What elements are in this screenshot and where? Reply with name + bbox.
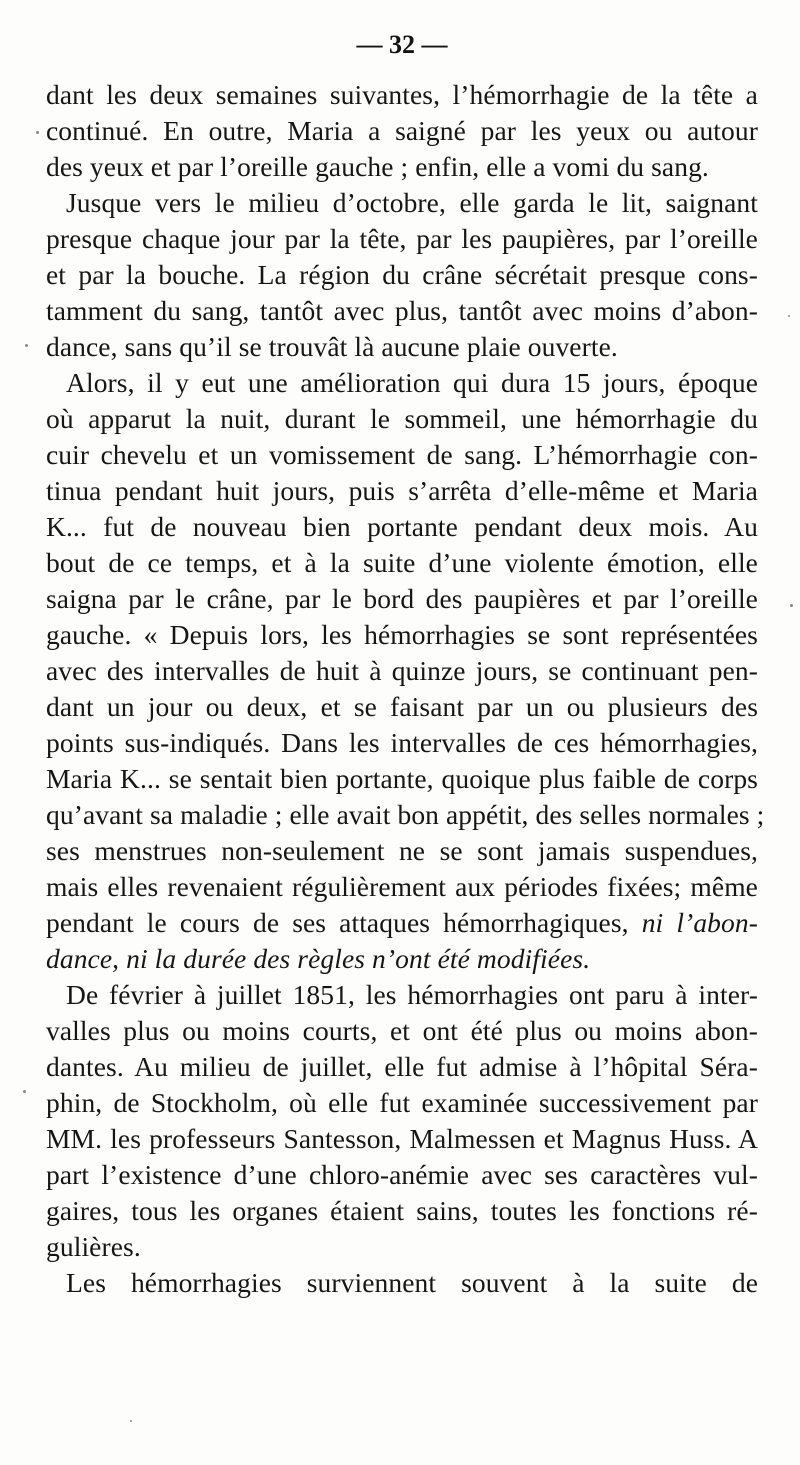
text-line: des yeux et par l’oreille gauche ; enfin, elle a vomi du sang.: [46, 151, 709, 182]
text-line: dance, sans qu’il se trouvât là aucune plaie ouverte.: [46, 331, 618, 362]
text-line: gauche. « Depuis lors, les hémorrhagies se sont représentées: [46, 619, 758, 650]
text-line: Les hémorrhagies surviennent souvent à la suite de: [66, 1267, 758, 1298]
text-line: [46, 941, 758, 977]
text-line: qu’avant sa maladie ; elle avait bon appétit, des selles normales ;: [46, 799, 765, 830]
scan-speck: [25, 344, 28, 347]
text-line: dantes. Au milieu de juillet, elle fut admise à l’hôpital Séra-: [46, 1051, 758, 1082]
text-line: où apparut la nuit, durant le sommeil, une hémorrhagie du: [46, 403, 758, 434]
text-line: phin, de Stockholm, où elle fut examinée successivement par: [46, 1087, 758, 1118]
text-line: presque chaque jour par la tête, par les paupières, par l’oreille: [46, 223, 758, 254]
scan-speck: [36, 131, 39, 134]
text-line: points sus-indiqués. Dans les intervalles de ces hémorrhagies,: [46, 727, 758, 758]
text-line: MM. les professeurs Santesson, Malmessen et Magnus Huss. A: [46, 1123, 758, 1154]
text-line: gaires, tous les organes étaient sains, toutes les fonctions ré-: [46, 1195, 758, 1226]
text-line: saigna par le crâne, par le bord des paupières et par l’oreille: [46, 583, 758, 614]
text-line: Maria K... se sentait bien portante, quoique plus faible de corps: [46, 763, 758, 794]
text-line: tamment du sang, tantôt avec plus, tantôt avec moins d’abon-: [46, 295, 758, 326]
text-line: Alors, il y eut une amélioration qui dura 15 jours, époque: [66, 367, 758, 398]
text-line: Jusque vers le milieu d’octobre, elle garda le lit, saignant: [66, 187, 758, 218]
text-line: cuir chevelu et un vomissement de sang. L’hémorrhagie con-: [46, 439, 758, 470]
text-line: dant un jour ou deux, et se faisant par un ou plusieurs des: [46, 691, 758, 722]
text-line: tinua pendant huit jours, puis s’arrêta d’elle-même et Maria: [46, 475, 758, 506]
scan-speck: [23, 1090, 26, 1093]
text-line: gulières.: [46, 1231, 141, 1262]
text-line: part l’existence d’une chloro-anémie avec ses caractères vul-: [46, 1159, 758, 1190]
text-line: mais elles revenaient régulièrement aux périodes fixées; même: [46, 871, 758, 902]
text-line: valles plus ou moins courts, et ont été plus ou moins abon-: [46, 1015, 758, 1046]
scan-speck: [788, 315, 790, 317]
text-line: et par la bouche. La région du crâne sécrétait presque cons-: [46, 259, 758, 290]
text-italic: dance, ni la durée des règles n’ont été modifiées.: [46, 943, 591, 974]
text-italic: ni l’abon-: [641, 907, 758, 938]
page-number: — 32 —: [356, 30, 448, 59]
text-line: bout de ce temps, et à la suite d’une violente émotion, elle: [46, 547, 758, 578]
text-line: ses menstrues non-seulement ne se sont jamais suspendues,: [46, 835, 758, 866]
scan-speck: [130, 1420, 132, 1422]
text-line: K... fut de nouveau bien portante pendant deux mois. Au: [46, 511, 758, 542]
text-roman: pendant le cours de ses attaques hémorrhagiques,: [46, 907, 629, 938]
text-line: De février à juillet 1851, les hémorrhagies ont paru à inter-: [66, 979, 758, 1010]
scan-speck: [790, 604, 793, 607]
text-line: continué. En outre, Maria a saigné par les yeux ou autour: [46, 115, 758, 146]
text-line: [46, 905, 758, 941]
text-line: avec des intervalles de huit à quinze jours, se continuant pen-: [46, 655, 758, 686]
text-line: dant les deux semaines suivantes, l’hémorrhagie de la tête a: [46, 79, 758, 110]
